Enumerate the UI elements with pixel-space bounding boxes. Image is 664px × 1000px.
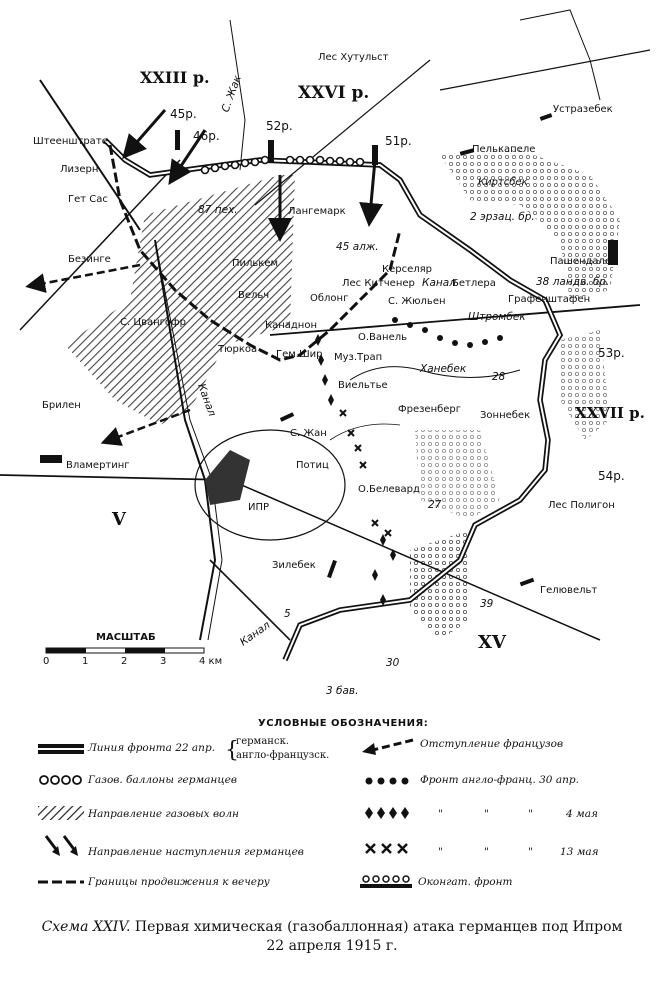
place-les-poligon: Лес Полигон xyxy=(548,500,615,511)
legend-evening-line: Границы продвижения к вечеру xyxy=(88,876,270,888)
place-o-belevard: О.Белевард xyxy=(358,484,420,495)
legend-quote-3: " xyxy=(528,808,533,820)
place-les-kitchener: Лес Китченер xyxy=(342,278,415,289)
label-kanal-top: Канал xyxy=(422,277,456,289)
label-alzh-45: 45 алж. xyxy=(336,241,379,253)
label-28: 28 xyxy=(492,371,506,383)
place-vanel: О.Ванель xyxy=(358,332,408,343)
place-lizerne: Лизерн xyxy=(60,164,99,175)
map-legend xyxy=(0,712,664,912)
label-hanebek: Ханебек xyxy=(420,363,467,375)
place-tyurkoa: Тюркоа xyxy=(218,344,258,355)
legend-quote-5: " xyxy=(484,846,489,858)
place-peljkapele: Пелькапеле xyxy=(472,144,536,155)
regt-52: 52р. xyxy=(266,119,293,133)
regt-46: 46р. xyxy=(193,129,220,143)
regt-54: 54р. xyxy=(598,469,625,483)
legend-gas-wave-symbol xyxy=(38,806,84,820)
place-brilen: Брилен xyxy=(42,400,81,411)
place-muz-trap: Муз.Трап xyxy=(334,352,383,363)
legend-gas-cylinders-symbol xyxy=(38,774,84,786)
label-regt-87: 87 пех. xyxy=(198,204,238,216)
place-s-zhan: С. Жан xyxy=(290,428,327,439)
scale-tick-3: 3 xyxy=(160,656,167,667)
legend-german-attack-symbol xyxy=(36,832,86,862)
place-sen-zhan-shir: Гем.Шир xyxy=(276,349,323,360)
place-grafenshtafen: Графенштафен xyxy=(508,294,591,305)
legend-title: УСЛОВНЫЕ ОБОЗНАЧЕНИЯ: xyxy=(258,718,429,729)
regt-45: 45р. xyxy=(170,107,197,121)
place-vlamerting: Вламертинг xyxy=(66,460,130,471)
legend-front-30apr: Фронт англо-франц. 30 апр. xyxy=(420,774,579,786)
legend-final-front-symbol xyxy=(360,872,412,890)
legend-quote-4: " xyxy=(438,846,443,858)
place-bezinge: Безинге xyxy=(68,254,111,265)
place-les-khutulst: Лес Хутульст xyxy=(318,52,389,63)
legend-front-30apr-symbol xyxy=(364,776,412,786)
scale-tick-0: 0 xyxy=(43,656,50,667)
label-kanal-bottom: Канал xyxy=(237,619,273,649)
place-zonebek: Зоннебек xyxy=(480,410,531,421)
place-ipr: ИПР xyxy=(248,502,270,513)
legend-front-line-symbol xyxy=(38,742,84,756)
place-geluvelt: Гелювельт xyxy=(540,585,598,596)
label-shtroibek: Штромбек xyxy=(468,311,526,323)
legend-front-4may-symbol xyxy=(364,806,412,820)
legend-front-13may: 13 мая xyxy=(560,846,599,858)
legend-quote-1: " xyxy=(438,808,443,820)
place-vielte: Виельтье xyxy=(338,380,388,391)
place-zilebek: Зилебек xyxy=(272,560,316,571)
map-caption xyxy=(0,918,664,956)
scale-bar xyxy=(43,632,222,667)
label-5: 5 xyxy=(284,608,291,620)
corps-v: V xyxy=(112,509,126,530)
regt-53: 53р. xyxy=(598,346,625,360)
caption-date: 22 апреля 1915 г. xyxy=(266,938,398,954)
label-erzats: 2 эрзац. бр. xyxy=(470,211,535,223)
place-shteenshtrate: Штеенштрате xyxy=(33,136,108,147)
label-landv: 38 ландв. бр. xyxy=(536,276,610,288)
caption-schema: Схема XXIV. xyxy=(41,919,131,935)
place-s-zhulyen: С. Жюльен xyxy=(388,296,446,307)
legend-evening-line-symbol xyxy=(38,878,84,886)
place-get-sas: Гет Сас xyxy=(68,194,108,205)
regt-51: 51р. xyxy=(385,134,412,148)
label-kanal-left: Канал xyxy=(195,382,218,419)
corps-xxiii: XXIII р. xyxy=(140,68,210,87)
legend-front-line: Линия фронта 22 апр. xyxy=(88,742,216,754)
corps-xv: XV xyxy=(478,632,506,653)
place-betlera: Бетлера xyxy=(452,278,496,289)
label-39: 39 xyxy=(480,598,494,610)
front-13may xyxy=(340,410,391,536)
place-kirtsbek: Киртсбек xyxy=(478,177,528,188)
place-oblong: Облонг xyxy=(310,293,349,304)
legend-front-german: германск. xyxy=(236,736,289,747)
label-s-zhak: С. Жак xyxy=(219,73,244,114)
place-pilkem: Пилькем xyxy=(232,258,279,269)
scale-title: МАСШТАБ xyxy=(96,632,156,643)
high-ground-south xyxy=(410,530,470,640)
corps-xxvii: XXVII р. xyxy=(575,404,645,422)
place-kerselyar: Керселяр xyxy=(382,264,433,275)
label-27: 27 xyxy=(428,499,442,511)
place-frezenberg: Фрезенберг xyxy=(398,404,462,415)
place-pashendale: Пашендале xyxy=(550,256,612,267)
place-s-tsvangofr: С. Цвангофр xyxy=(120,317,186,328)
scale-tick-1: 1 xyxy=(82,656,89,667)
legend-gas-cylinders: Газов. баллоны германцев xyxy=(88,774,237,786)
place-kanadnon: Канаднон xyxy=(265,320,318,331)
legend-french-retreat: Отступление французов xyxy=(420,738,564,750)
legend-front-anglofr: англо-французск. xyxy=(236,750,330,761)
label-30: 30 xyxy=(386,657,400,669)
corps-xxvi: XXVI р. xyxy=(298,83,370,103)
place-potits: Потиц xyxy=(296,460,329,471)
caption-title: Первая химическая (газобаллонная) атака германцев под Ипром xyxy=(134,919,623,935)
place-velji: Вельч xyxy=(238,290,270,301)
ypres-town xyxy=(205,450,250,505)
legend-retreat-symbol xyxy=(358,736,414,756)
scale-tick-2: 2 xyxy=(121,656,128,667)
label-bav-3: 3 бав. xyxy=(326,685,359,697)
place-langemark: Лангемарк xyxy=(288,206,346,217)
scale-tick-4: 4 км xyxy=(199,656,223,667)
legend-final-front: Оконгат. фронт xyxy=(418,876,513,888)
legend-front-13may-symbol xyxy=(364,842,412,856)
legend-gas-wave: Направление газовых волн xyxy=(88,808,239,820)
legend-quote-6: " xyxy=(528,846,533,858)
legend-front-4may: 4 мая xyxy=(566,808,598,820)
legend-brace: { xyxy=(225,738,239,763)
legend-quote-2: " xyxy=(484,808,489,820)
place-ustrazebek: Устразебек xyxy=(553,104,613,115)
legend-german-attack: Направление наступления германцев xyxy=(88,846,304,858)
